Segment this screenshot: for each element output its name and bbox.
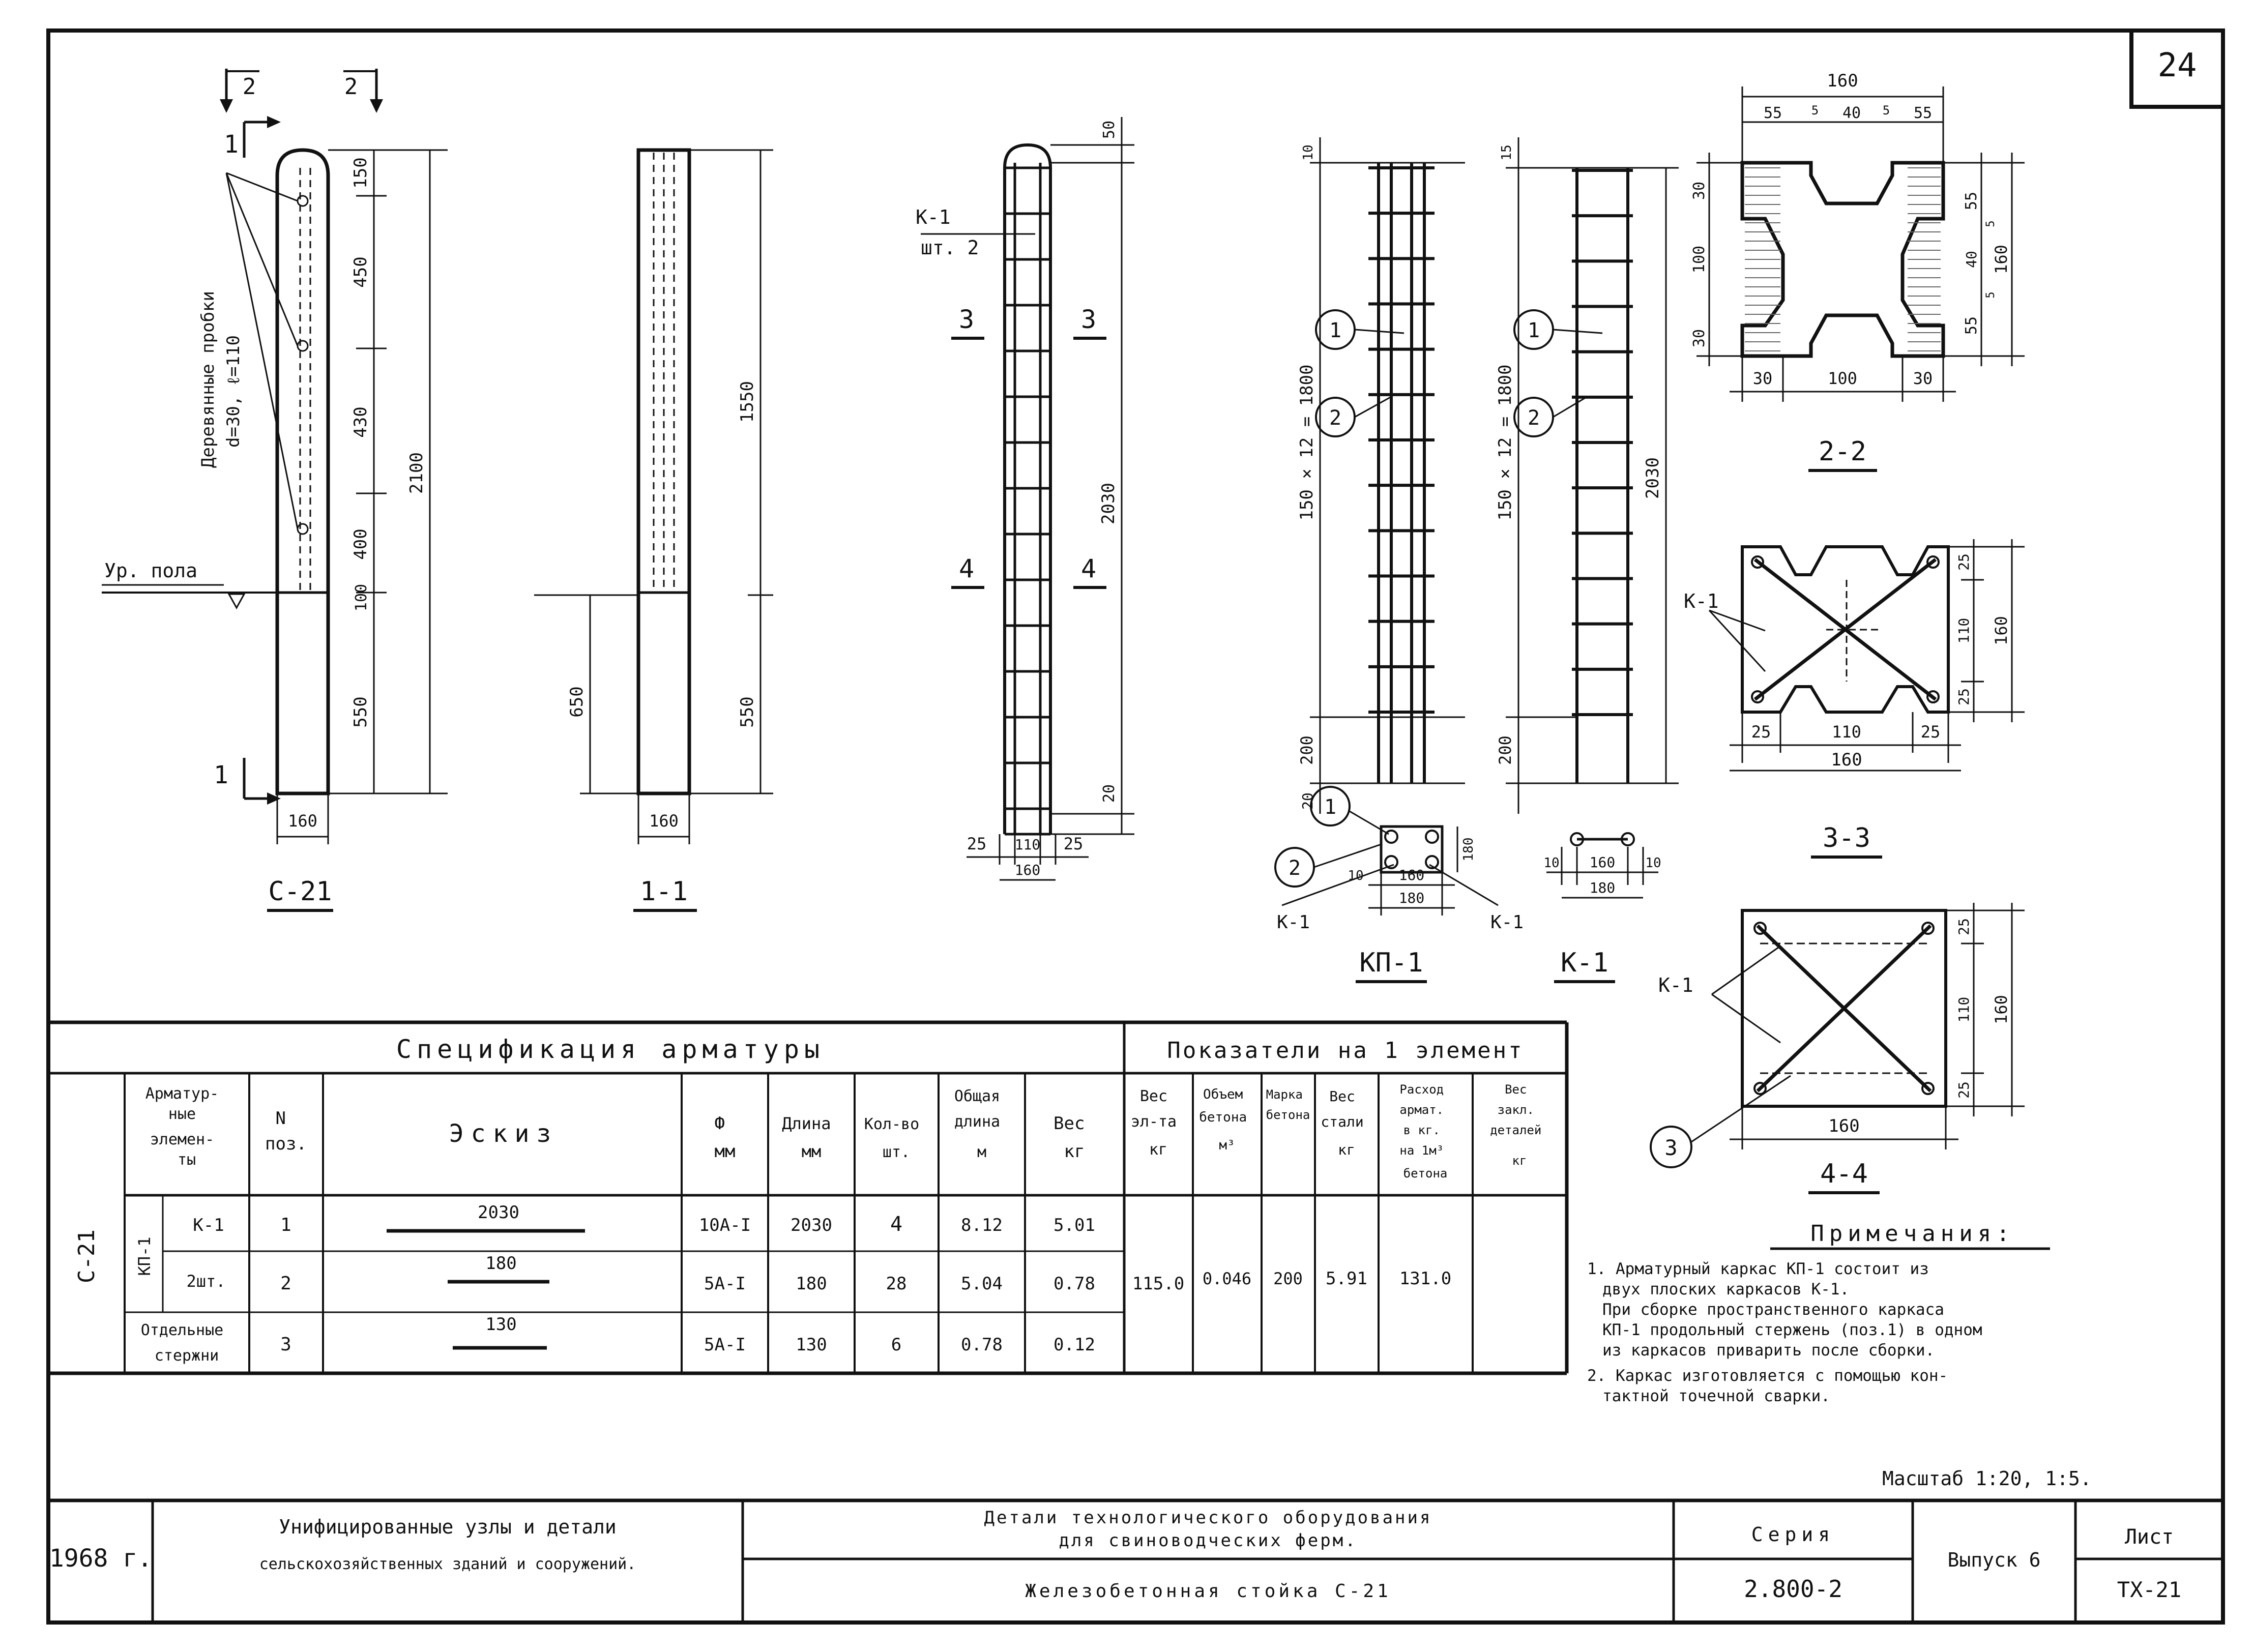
note-line-3: При сборке пространственного каркаса bbox=[1602, 1301, 1944, 1319]
hdr-rebar-use: Расход армат. в кг. на 1м³ бетона bbox=[1399, 1082, 1448, 1181]
view-title-c21: С-21 bbox=[268, 876, 332, 907]
s22-top-40: 40 bbox=[1842, 104, 1861, 122]
kp1-dim-200: 200 bbox=[1297, 735, 1316, 765]
s33-bottom-25-left: 25 bbox=[1751, 722, 1771, 742]
hdr-el-weight: Вес эл-та кг bbox=[1130, 1087, 1177, 1159]
note-line-5: из каркасов приварить после сборки. bbox=[1602, 1341, 1935, 1360]
title-sheet: ТХ-21 bbox=[2117, 1577, 2182, 1602]
title-sheet-label: Лист bbox=[2124, 1525, 2174, 1549]
kp1-dim-10: 10 bbox=[1301, 144, 1316, 161]
kp1-detail-pos-2: 2 bbox=[1288, 857, 1301, 880]
kp1-detail-k1-right: К-1 bbox=[1490, 912, 1524, 933]
s33-right-25-top: 25 bbox=[1955, 553, 1972, 571]
dim-2030: 2030 bbox=[1098, 483, 1119, 524]
scale-note: Масштаб 1:20, 1:5. bbox=[1882, 1467, 2092, 1490]
row3-sketch: 130 bbox=[485, 1314, 517, 1335]
s22-right-5-bottom: 5 bbox=[1984, 291, 1997, 299]
spec-element: С-21 bbox=[74, 1229, 100, 1283]
dim-430: 430 bbox=[350, 406, 371, 438]
hdr-embedded: Вес закл. деталей кг bbox=[1490, 1082, 1542, 1168]
row1-pos: 1 bbox=[280, 1215, 291, 1235]
k1-spacing: 150 × 12 = 1800 bbox=[1495, 364, 1515, 521]
s22-left-30-top: 30 bbox=[1690, 181, 1708, 200]
row2-sketch: 180 bbox=[485, 1253, 517, 1274]
row3-pos: 3 bbox=[280, 1334, 291, 1355]
s22-left-100: 100 bbox=[1690, 245, 1708, 274]
title-subject-line-1: Детали технологического оборудования bbox=[984, 1508, 1432, 1528]
s33-bottom-total: 160 bbox=[1831, 750, 1862, 770]
k1-pos-2: 2 bbox=[1527, 406, 1540, 430]
hdr-length: Длина мм bbox=[782, 1114, 831, 1161]
dim-100: 100 bbox=[353, 583, 370, 612]
view-title-1-1: 1-1 bbox=[640, 876, 688, 907]
dim-550: 550 bbox=[737, 696, 757, 728]
hdr-pos: N поз. bbox=[265, 1108, 307, 1154]
kp1-detail-dim-10: 10 bbox=[1348, 868, 1364, 883]
s22-bottom-100: 100 bbox=[1828, 369, 1857, 388]
k1-detail-dim-10-left: 10 bbox=[1543, 855, 1560, 871]
kp1-detail-k1-left: К-1 bbox=[1277, 912, 1310, 933]
note-line-1: 1. Арматурный каркас КП-1 состоит из bbox=[1587, 1260, 1929, 1278]
s22-top-55-left: 55 bbox=[1763, 104, 1782, 122]
title-series: 2.800-2 bbox=[1744, 1575, 1842, 1603]
row1-phi: 10А-I bbox=[698, 1215, 751, 1235]
k1-pos-1: 1 bbox=[1527, 319, 1540, 342]
ind-grade: 200 bbox=[1273, 1269, 1303, 1288]
s22-right-55-top: 55 bbox=[1963, 191, 1980, 211]
s22-top-total: 160 bbox=[1827, 71, 1858, 91]
frame-k1-label: К-1 bbox=[916, 206, 951, 228]
hdr-phi: Ф мм bbox=[714, 1113, 736, 1162]
dim-50: 50 bbox=[1100, 120, 1118, 139]
spec-separate-bars: Отдельные стержни bbox=[140, 1321, 224, 1365]
row1-qty: 4 bbox=[890, 1213, 903, 1236]
k1-detail-dim-160: 160 bbox=[1589, 854, 1616, 871]
s22-top-5-left: 5 bbox=[1811, 103, 1819, 117]
kp1-detail-dim-160: 160 bbox=[1398, 867, 1425, 883]
k1-dim-200: 200 bbox=[1496, 735, 1515, 765]
hdr-volume: Объем бетона м³ bbox=[1199, 1087, 1247, 1153]
ind-rebar-use: 131.0 bbox=[1399, 1268, 1452, 1289]
kp1-spacing: 150 × 12 = 1800 bbox=[1297, 364, 1317, 521]
note-line-6: 2. Каркас изготовляется с помощью кон- bbox=[1587, 1367, 1948, 1385]
s22-top-55-right: 55 bbox=[1913, 104, 1933, 122]
dim-110: 110 bbox=[1014, 836, 1041, 853]
view-title-4-4: 4-4 bbox=[1820, 1159, 1868, 1189]
note-line-2: двух плоских каркасов К-1. bbox=[1602, 1280, 1850, 1299]
s22-bottom-30-left: 30 bbox=[1752, 369, 1773, 388]
row2-qty: 28 bbox=[886, 1274, 907, 1294]
hdr-elements: Арматур- ные элемен- ты bbox=[145, 1085, 219, 1169]
section-mark-2-left: 2 bbox=[242, 74, 256, 100]
row2-phi: 5А-I bbox=[704, 1274, 746, 1294]
cut-3-left: 3 bbox=[959, 305, 975, 334]
title-issue: Выпуск 6 bbox=[1947, 1549, 2041, 1571]
sheet-number: 24 bbox=[2157, 47, 2197, 84]
row2-total: 5.04 bbox=[961, 1274, 1003, 1294]
cut-4-right: 4 bbox=[1081, 554, 1097, 583]
ind-volume: 0.046 bbox=[1202, 1269, 1252, 1288]
row1-length: 2030 bbox=[791, 1215, 832, 1235]
ind-steel: 5.91 bbox=[1326, 1268, 1367, 1289]
s44-bottom-total: 160 bbox=[1828, 1116, 1860, 1136]
floor-label: Ур. пола bbox=[104, 559, 198, 582]
hdr-qty: Кол-во шт. bbox=[864, 1115, 920, 1161]
spec-k1-label: К-1 bbox=[193, 1215, 224, 1235]
s33-right-110: 110 bbox=[1955, 617, 1972, 644]
s22-left-30-bottom: 30 bbox=[1690, 329, 1708, 348]
section-mark-1-top: 1 bbox=[224, 130, 239, 159]
cut-3-right: 3 bbox=[1081, 305, 1097, 334]
kp1-dim-20: 20 bbox=[1299, 792, 1316, 810]
title-org-line-1: Унифицированные узлы и детали bbox=[279, 1516, 617, 1538]
row2-length: 180 bbox=[796, 1274, 827, 1294]
row3-length: 130 bbox=[796, 1335, 827, 1355]
s22-right-55-bottom: 55 bbox=[1963, 316, 1980, 335]
dim-650: 650 bbox=[567, 686, 587, 718]
cut-4-left: 4 bbox=[959, 554, 975, 583]
s44-k1-label: К-1 bbox=[1658, 974, 1693, 996]
title-series-label: Серия bbox=[1751, 1523, 1835, 1546]
kp1-detail-dim-180: 180 bbox=[1398, 890, 1425, 906]
s22-right-5-top: 5 bbox=[1984, 220, 1997, 227]
s22-bottom-30-right: 30 bbox=[1913, 369, 1933, 388]
ind-el-weight: 115.0 bbox=[1132, 1274, 1185, 1294]
dim-25-right: 25 bbox=[1063, 834, 1084, 853]
kp1-detail-dim-180-vert: 180 bbox=[1461, 837, 1476, 862]
hdr-total-length: Общая длина м bbox=[954, 1087, 1001, 1161]
row3-qty: 6 bbox=[891, 1335, 902, 1355]
hdr-steel: Вес стали кг bbox=[1321, 1088, 1364, 1158]
section-mark-2-right: 2 bbox=[344, 74, 358, 100]
title-subject-line-2: для свиноводческих ферм. bbox=[1059, 1530, 1358, 1551]
spec-k1-qty: 2шт. bbox=[186, 1272, 226, 1291]
s33-right-total: 160 bbox=[1992, 616, 2011, 645]
dim-160: 160 bbox=[288, 811, 317, 831]
title-org-line-2: сельскохозяйственных зданий и сооружений. bbox=[259, 1555, 636, 1573]
frame-k1-qty: шт. 2 bbox=[921, 237, 979, 259]
view-title-kp1: КП-1 bbox=[1359, 948, 1423, 978]
dim-1550: 1550 bbox=[737, 381, 757, 423]
hdr-sketch: Эскиз bbox=[449, 1119, 559, 1148]
title-year: 1968 г. bbox=[49, 1544, 153, 1573]
s44-right-110: 110 bbox=[1955, 996, 1972, 1023]
dim-20: 20 bbox=[1100, 784, 1118, 803]
dim-2100: 2100 bbox=[406, 452, 427, 494]
s22-right-total: 160 bbox=[1992, 245, 2011, 274]
title-drawing: Железобетонная стойка С-21 bbox=[1025, 1581, 1391, 1602]
row3-weight: 0.12 bbox=[1054, 1335, 1095, 1355]
hdr-grade: Марка бетона bbox=[1266, 1087, 1310, 1122]
spec-title: Спецификация арматуры bbox=[396, 1035, 825, 1064]
kp1-pos-1: 1 bbox=[1329, 319, 1342, 342]
row3-total: 0.78 bbox=[961, 1335, 1003, 1355]
indicators-title: Показатели на 1 элемент bbox=[1167, 1038, 1524, 1064]
view-title-3-3: 3-3 bbox=[1823, 823, 1870, 853]
dim-400: 400 bbox=[350, 528, 371, 560]
k1-dim-2030: 2030 bbox=[1643, 457, 1663, 499]
notes-title: Примечания: bbox=[1810, 1221, 2015, 1247]
dim-160: 160 bbox=[1014, 862, 1041, 878]
s44-pos-3: 3 bbox=[1664, 1135, 1678, 1160]
row2-weight: 0.78 bbox=[1054, 1274, 1095, 1294]
s22-top-5-right: 5 bbox=[1882, 103, 1890, 117]
dim-25-left: 25 bbox=[967, 834, 987, 853]
dim-160: 160 bbox=[649, 811, 679, 831]
note-line-4: КП-1 продольный стержень (поз.1) в одном bbox=[1602, 1321, 1982, 1339]
dim-150: 150 bbox=[350, 157, 371, 189]
s33-bottom-110: 110 bbox=[1832, 722, 1861, 742]
plug-size-note: d=30, ℓ=110 bbox=[223, 335, 244, 448]
row2-pos: 2 bbox=[280, 1273, 291, 1294]
spec-group-kp1: КП-1 bbox=[135, 1236, 154, 1276]
s22-right-40: 40 bbox=[1963, 251, 1980, 268]
view-title-2-2: 2-2 bbox=[1819, 436, 1866, 467]
k1-detail-dim-10-right: 10 bbox=[1645, 855, 1661, 871]
view-title-k1: К-1 bbox=[1561, 948, 1608, 978]
dim-550: 550 bbox=[350, 696, 371, 728]
s44-right-25-bottom: 25 bbox=[1955, 1081, 1972, 1099]
section-mark-1-bottom: 1 bbox=[214, 761, 228, 789]
note-line-7: тактной точечной сварки. bbox=[1602, 1387, 1830, 1405]
k1-detail-dim-180: 180 bbox=[1589, 879, 1616, 896]
s44-right-25-top: 25 bbox=[1955, 918, 1972, 935]
s44-right-total: 160 bbox=[1992, 995, 2011, 1024]
row3-phi: 5А-I bbox=[704, 1335, 746, 1355]
dim-450: 450 bbox=[350, 256, 371, 288]
row1-sketch: 2030 bbox=[478, 1202, 519, 1223]
kp1-pos-2: 2 bbox=[1329, 406, 1342, 430]
hdr-weight: Вес кг bbox=[1054, 1113, 1085, 1162]
k1-dim-15: 15 bbox=[1499, 144, 1514, 161]
row1-weight: 5.01 bbox=[1054, 1215, 1095, 1235]
s33-bottom-25-right: 25 bbox=[1920, 722, 1941, 742]
row1-total: 8.12 bbox=[961, 1215, 1003, 1235]
s33-right-25-bottom: 25 bbox=[1955, 688, 1972, 705]
s33-k1-label: К-1 bbox=[1684, 590, 1719, 612]
plug-note: Деревянные пробки bbox=[198, 291, 218, 468]
kp1-detail-pos-1: 1 bbox=[1324, 795, 1337, 819]
